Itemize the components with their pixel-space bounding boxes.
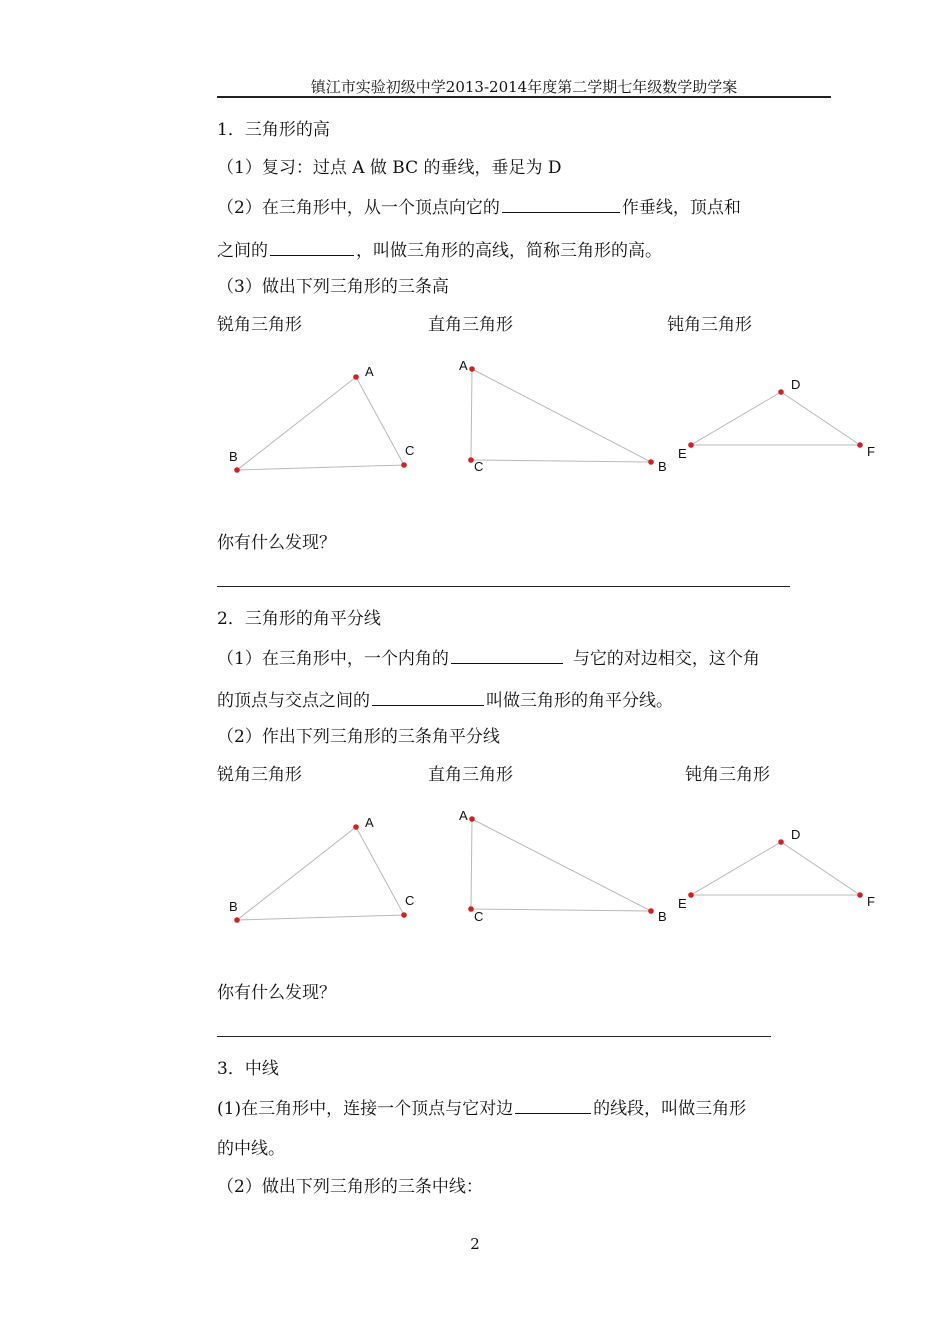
s1-label-b-right: B xyxy=(658,459,667,474)
s1-label-a-right: A xyxy=(459,358,468,373)
s2-label-d: D xyxy=(791,827,801,842)
section-3-title: 3．中线 xyxy=(217,1059,279,1079)
s2-point-c xyxy=(401,912,407,918)
s2-label-e: E xyxy=(678,896,687,911)
s1-label-a: A xyxy=(365,364,374,379)
page-number: 2 xyxy=(470,1235,480,1253)
s2-label-b-right: B xyxy=(658,909,667,924)
s2-label-a-right: A xyxy=(459,808,468,823)
s2-line-task: （2）作出下列三角形的三条角平分线 xyxy=(217,727,500,747)
s2-label-f: F xyxy=(867,894,875,909)
s1-label-e: E xyxy=(678,446,687,461)
s2-obtuse-triangle xyxy=(691,842,860,895)
s2-point-d xyxy=(778,839,784,845)
s2-line-2-start: 的顶点与交点之间的 xyxy=(217,691,370,711)
s2-label-b: B xyxy=(229,899,238,914)
s2-right-triangle xyxy=(471,819,651,911)
s1-line-2-start: （2）在三角形中，从一个顶点向它的 xyxy=(217,198,500,218)
s1-label-obtuse: 钝角三角形 xyxy=(667,315,752,335)
s1-line-3-end: ，叫做三角形的高线，简称三角形的高。 xyxy=(356,241,662,261)
s2-label-a: A xyxy=(365,815,374,830)
s1-line-3-start: 之间的 xyxy=(217,241,268,261)
s2-point-a-right xyxy=(469,816,475,822)
s2-label-c: C xyxy=(405,893,415,908)
s2-acute-triangle xyxy=(237,827,404,920)
s2-point-a xyxy=(353,824,359,830)
s2-label-c-right: C xyxy=(474,909,484,924)
s3-line-1 xyxy=(217,1097,746,1119)
s1-label-d: D xyxy=(791,377,801,392)
s2-line-2-end: 叫做三角形的角平分线。 xyxy=(486,691,673,711)
s1-label-c-right: C xyxy=(474,459,484,474)
s2-point-f xyxy=(857,892,863,898)
s2-point-b-right xyxy=(648,908,654,914)
s3-blank-1[interactable] xyxy=(515,1097,591,1114)
s1-line-task: （3）做出下列三角形的三条高 xyxy=(217,277,449,297)
s2-point-e xyxy=(688,892,694,898)
s3-line-task: （2）做出下列三角形的三条中线： xyxy=(217,1177,483,1197)
s3-line-2: 的中线。 xyxy=(217,1139,285,1159)
s2-label-obtuse: 钝角三角形 xyxy=(685,765,770,785)
s2-point-b xyxy=(234,917,240,923)
s2-label-right: 直角三角形 xyxy=(428,765,513,785)
s2-label-acute: 锐角三角形 xyxy=(217,765,302,785)
s1-label-c: C xyxy=(405,443,415,458)
s1-line-2-end: 作垂线，顶点和 xyxy=(621,198,741,218)
s1-label-acute: 锐角三角形 xyxy=(217,315,302,335)
s2-line-1-end: 与它的对边相交，这个角 xyxy=(572,649,760,669)
section-2-title: 2．三角形的角平分线 xyxy=(217,609,381,629)
section-1-title: 1．三角形的高 xyxy=(217,120,330,140)
s1-label-f: F xyxy=(867,444,875,459)
page-header: 镇江市实验初级中学2013-2014年度第二学期七年级数学助学案 xyxy=(310,78,738,96)
s1-label-right: 直角三角形 xyxy=(428,315,513,335)
s2-point-c-right xyxy=(468,906,474,912)
s1-discovery-prompt: 你有什么发现？ xyxy=(217,533,336,553)
s3-line-1-end: 的线段，叫做三角形 xyxy=(593,1099,747,1119)
s1-line-review: （1）复习：过点 A 做 BC 的垂线，垂足为 D xyxy=(217,158,562,178)
s3-line-1-start: (1)在三角形中，连接一个顶点与它对边 xyxy=(217,1099,514,1119)
s2-line-1-start: （1）在三角形中，一个内角的 xyxy=(217,649,449,669)
s2-answer-line[interactable] xyxy=(217,1036,771,1037)
s1-label-b: B xyxy=(229,449,238,464)
s2-discovery-prompt: 你有什么发现？ xyxy=(217,983,336,1003)
